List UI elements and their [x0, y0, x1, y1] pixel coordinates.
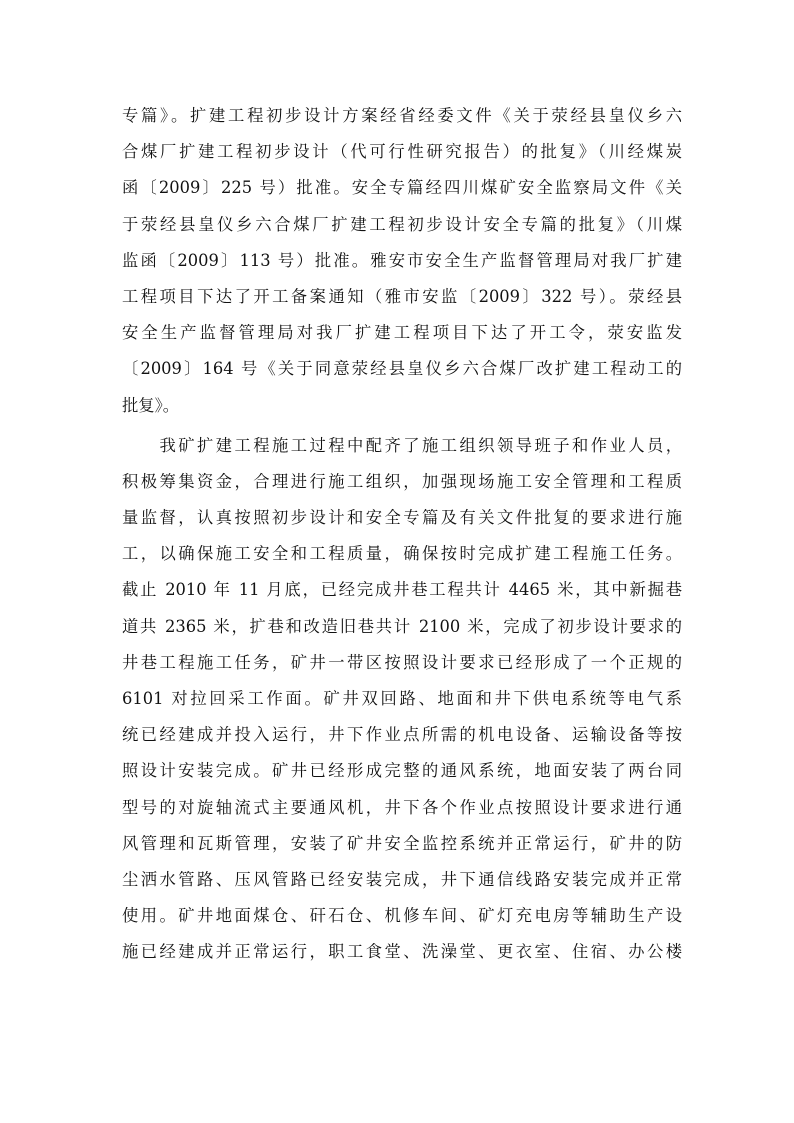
text-line: 6101 对拉回采工作面。矿井双回路、地面和井下供电系统等电气系 — [122, 689, 682, 708]
text-line: 统已经建成并投入运行，井下作业点所需的机电设备、运输设备等按 — [122, 725, 682, 745]
text-line: 〔2009〕164 号《关于同意荥经县皇仪乡六合煤厂改扩建工程动工的 — [122, 359, 682, 379]
text-line: 于荥经县皇仪乡六合煤厂扩建工程初步设计安全专篇的批复》（川煤 — [122, 214, 682, 234]
paragraph-construction-progress — [122, 428, 682, 971]
text-line: 工程项目下达了开工备案通知（雅市安监〔2009〕322 号）。荥经县 — [122, 286, 682, 306]
text-line: 工，以确保施工安全和工程质量，确保按时完成扩建工程施工任务。 — [122, 544, 682, 564]
document-body — [122, 98, 682, 971]
text-line: 我矿扩建工程施工过程中配齐了施工组织领导班子和作业人员， — [122, 435, 682, 455]
text-line: 施已经建成并正常运行，职工食堂、洗澡堂、更衣室、住宿、办公楼 — [122, 942, 682, 962]
text-line: 照设计安装完成。矿井已经形成完整的通风系统，地面安装了两台同 — [122, 761, 682, 781]
text-line: 量监督，认真按照初步设计和安全专篇及有关文件批复的要求进行施 — [122, 508, 682, 528]
text-line: 型号的对旋轴流式主要通风机，井下各个作业点按照设计要求进行通 — [122, 797, 682, 817]
text-line: 积极筹集资金，合理进行施工组织，加强现场施工安全管理和工程质 — [122, 471, 682, 491]
text-line: 合煤厂扩建工程初步设计（代可行性研究报告）的批复》（川经煤炭 — [122, 142, 682, 162]
text-line: 道共 2365 米，扩巷和改造旧巷共计 2100 米，完成了初步设计要求的 — [122, 616, 682, 636]
text-line: 安全生产监督管理局对我厂扩建工程项目下达了开工令，荥安监发 — [122, 323, 682, 343]
text-line: 尘洒水管路、压风管路已经安装完成，井下通信线路安装完成并正常 — [122, 869, 682, 889]
text-line: 风管理和瓦斯管理，安装了矿井安全监控系统并正常运行，矿井的防 — [122, 833, 682, 853]
text-line: 批复》。 — [122, 395, 179, 415]
text-line: 函〔2009〕225 号）批准。安全专篇经四川煤矿安全监察局文件《关 — [122, 178, 682, 198]
text-line: 截止 2010 年 11 月底，已经完成井巷工程共计 4465 米，其中新掘巷 — [122, 580, 682, 600]
text-line: 井巷工程施工任务，矿井一带区按照设计要求已经形成了一个正规的 — [122, 652, 682, 672]
paragraph-approvals — [122, 98, 682, 424]
text-line: 专篇》。扩建工程初步设计方案经省经委文件《关于荥经县皇仪乡六 — [122, 106, 682, 125]
text-line: 监函〔2009〕113 号）批准。雅安市安全生产监督管理局对我厂扩建 — [122, 250, 682, 270]
text-line: 使用。矿井地面煤仓、矸石仓、机修车间、矿灯充电房等辅助生产设 — [122, 906, 682, 926]
